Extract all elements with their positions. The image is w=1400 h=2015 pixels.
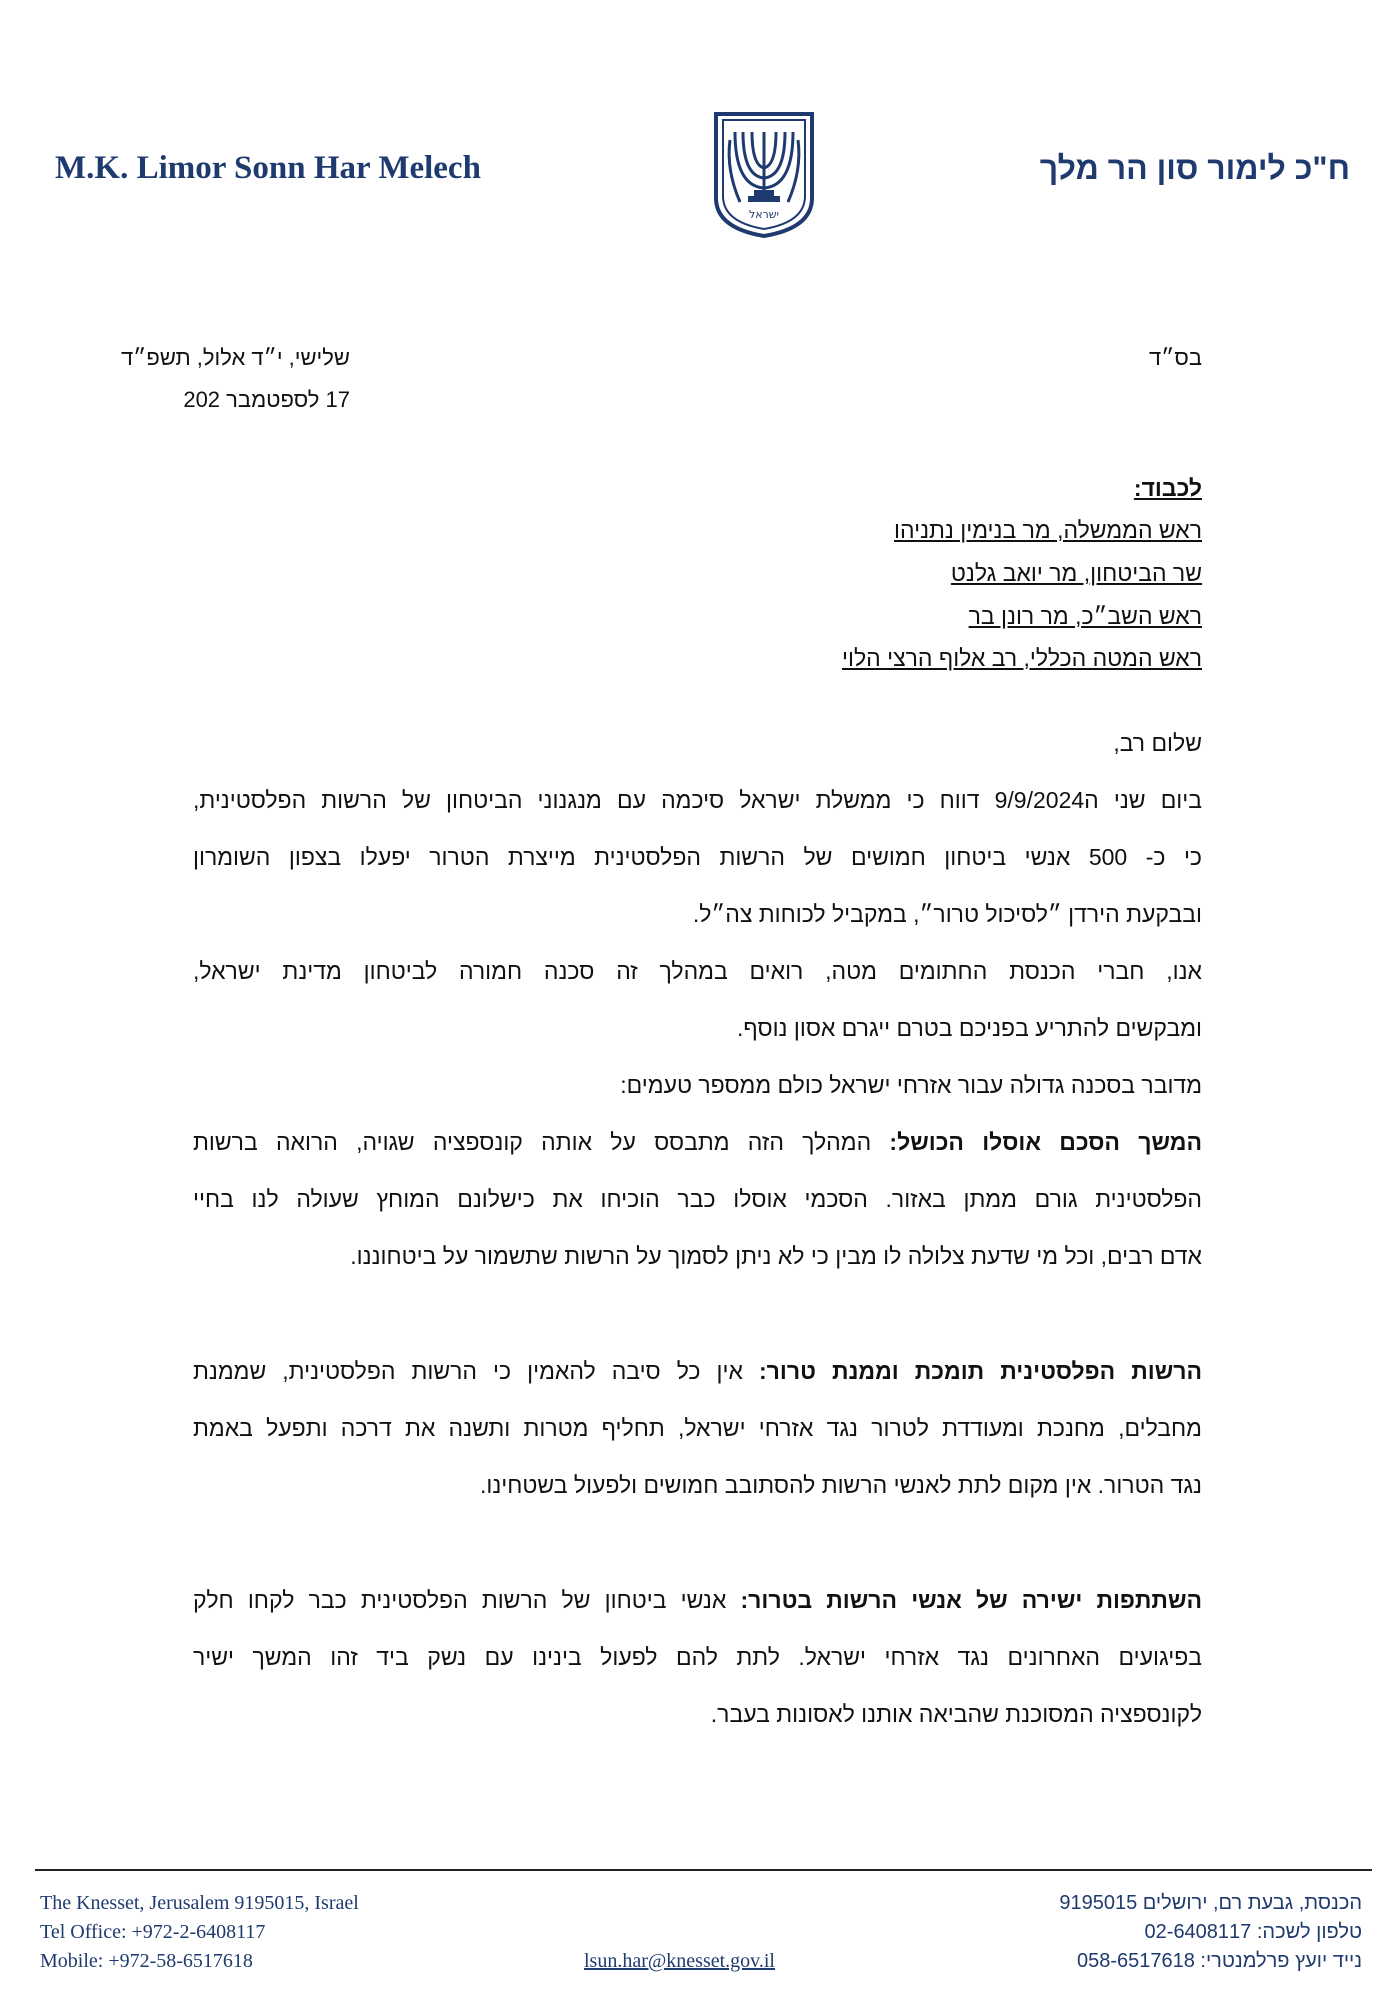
paragraph-line: ובבקעת הירדן ״לסיכול טרור״, במקביל לכוחות צה״ל. bbox=[692, 901, 1202, 927]
greeting: שלום רב, bbox=[1113, 730, 1202, 756]
section-lead: המשך הסכם אוסלו הכושל: bbox=[889, 1129, 1202, 1155]
header-name-english: M.K. Limor Sonn Har Melech bbox=[55, 150, 481, 186]
footer-divider bbox=[35, 1869, 1372, 1871]
paragraph-line: בפיגועים האחרונים נגד אזרחי ישראל. לתת להם לפעול בינינו עם נשק ביד זהו המשך ישיר bbox=[193, 1644, 1202, 1670]
footer-address-en: The Knesset, Jerusalem 9195015, Israel bbox=[40, 1892, 359, 1914]
section-text: אין כל סיבה להאמין כי הרשות הפלסטינית, שממנת bbox=[193, 1358, 759, 1384]
emblem-text: ישראל bbox=[748, 208, 780, 221]
paragraph-line: מחבלים, מחנכת ומעודדת לטרור נגד אזרחי ישראל, תחליף מטרות ותשנה את דרכה ותפעל באמת bbox=[193, 1415, 1202, 1441]
footer-email-link[interactable]: lsun.har@knesset.gov.il bbox=[584, 1950, 775, 1972]
footer-mobile-he: נייד יועץ פרלמנטרי: 058-6517618 bbox=[1076, 1950, 1362, 1972]
menorah-emblem-icon bbox=[710, 110, 818, 240]
paragraph-line: כי כ- 500 אנשי ביטחון חמושים של הרשות הפלסטינית מייצרת הטרור יפעלו בצפון השומרון bbox=[193, 844, 1202, 870]
section-line bbox=[193, 1358, 1202, 1385]
footer-phone-en: Tel Office: +972-2-6408117 bbox=[40, 1921, 266, 1943]
recipient-line: ראש הממשלה, מר בנימין נתניהו bbox=[894, 517, 1202, 543]
recipient-line: ראש המטה הכללי, רב אלוף הרצי הלוי bbox=[842, 645, 1202, 671]
paragraph-line: ומבקשים להתריע בפניכם בטרם ייגרם אסון נוסף. bbox=[736, 1015, 1202, 1041]
recipients-title: לכבוד: bbox=[1133, 475, 1202, 501]
recipient-line: שר הביטחון, מר יואב גלנט bbox=[950, 560, 1202, 586]
paragraph-line: אנו, חברי הכנסת החתומים מטה, רואים במהלך זה סכנה חמורה לביטחון מדינת ישראל, bbox=[193, 958, 1202, 984]
section-lead: הרשות הפלסטינית תומכת וממנת טרור: bbox=[759, 1358, 1203, 1384]
paragraph-line: לקונספציה המסוכנת שהביאה אותנו לאסונות בעבר. bbox=[710, 1701, 1202, 1727]
gregorian-date: 17 לספטמבר 202 bbox=[183, 387, 350, 412]
footer-address-he: הכנסת, גבעת רם, ירושלים 9195015 bbox=[1059, 1892, 1362, 1914]
footer-phone-he: טלפון לשכה: 02-6408117 bbox=[1144, 1921, 1362, 1943]
footer-mobile-en: Mobile: +972-58-6517618 bbox=[40, 1950, 253, 1972]
section-text: המהלך הזה מתבסס על אותה קונספציה שגויה, הרואה ברשות bbox=[193, 1129, 890, 1155]
paragraph-line: אדם רבים, וכל מי שדעת צלולה לו מבין כי לא ניתן לסמוך על הרשות שתשמור על ביטחוננו. bbox=[350, 1243, 1202, 1269]
recipient-line: ראש השב״כ, מר רונן בר bbox=[968, 603, 1202, 629]
bsd-mark: בס״ד bbox=[1148, 345, 1202, 370]
section-line bbox=[193, 1129, 1202, 1156]
section-text: אנשי ביטחון של הרשות הפלסטינית כבר לקחו חלק bbox=[193, 1587, 741, 1613]
section-line bbox=[193, 1587, 1202, 1614]
paragraph-line: נגד הטרור. אין מקום לתת לאנשי הרשות להסתובב חמושים ולפעול בשטחינו. bbox=[479, 1472, 1202, 1498]
paragraph-line: הפלסטינית גורם ממתן באזור. הסכמי אוסלו כבר הוכיחו את כישלונם המוחץ שעולה לנו בחיי bbox=[193, 1186, 1202, 1212]
hebrew-date: שלישי, י״ד אלול, תשפ״ד bbox=[120, 345, 350, 370]
section-lead: השתתפות ישירה של אנשי הרשות בטרור: bbox=[740, 1587, 1203, 1613]
paragraph-line: ביום שני ה9/9/2024 דווח כי ממשלת ישראל סיכמה עם מנגנוני הביטחון של הרשות הפלסטינית, bbox=[193, 787, 1202, 813]
header-name-hebrew: ח"כ לימור סון הר מלך bbox=[1039, 150, 1350, 186]
paragraph-line: מדובר בסכנה גדולה עבור אזרחי ישראל כולם ממספר טעמים: bbox=[620, 1072, 1202, 1098]
